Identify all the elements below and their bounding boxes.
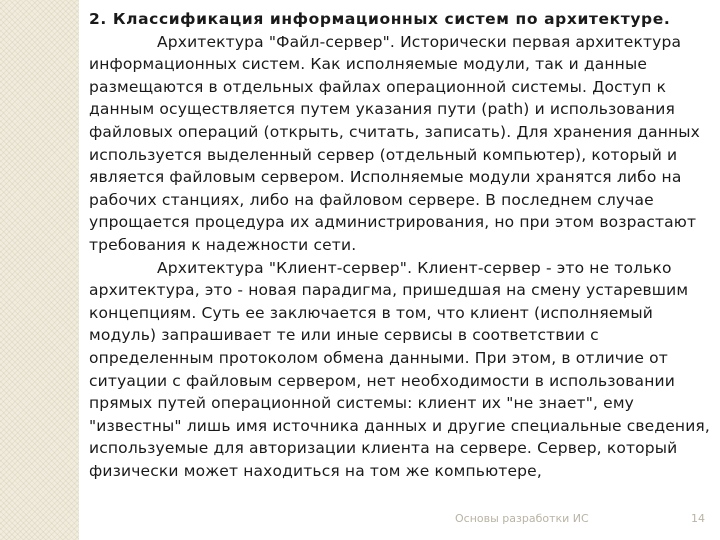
- slide-footer: Основы разработки ИС: [455, 512, 589, 525]
- paragraph-file-server: Архитектура "Файл-сервер". Исторически первая архитектура информационных систем. Как исполняемые модули, так и данные размещаются в отдельных файлах операционной системы. Доступ к данным осуществляется путем указания пути (path) и использования файловых операций (открыть, считать, записать). Для хранения данных используется выделенный сервер (отдельный компьютер), который и является файловым сервером. Исполняемые модули хранятся либо на рабочих станциях, либо на файловом сервере. В последнем случае упрощается процедура их администрирования, но при этом возрастают требования к надежности сети.: [89, 32, 700, 254]
- slide-panel: [79, 0, 720, 540]
- slide-content: [89, 8, 711, 482]
- paragraph-client-server: Архитектура "Клиент-сервер". Клиент-сервер - это не только архитектура, это - новая парадигма, пришедшая на смену устаревшим концепциям. Суть ее заключается в том, что клиент (исполняемый модуль) запрашивает те или иные сервисы в соответствии с определенным протоколом обмена данными. При этом, в отличие от ситуации с файловым сервером, нет необходимости в использовании прямых путей операционной системы: клиент их "не знает", ему "известны" лишь имя источника данных и другие специальные сведения, используемые для авторизации клиента на сервере. Сервер, который физически может находиться на том же компьютере,: [89, 258, 710, 480]
- slide-heading: 2. Классификация информационных систем по архитектуре.: [89, 10, 671, 28]
- slide-number: 14: [691, 512, 705, 525]
